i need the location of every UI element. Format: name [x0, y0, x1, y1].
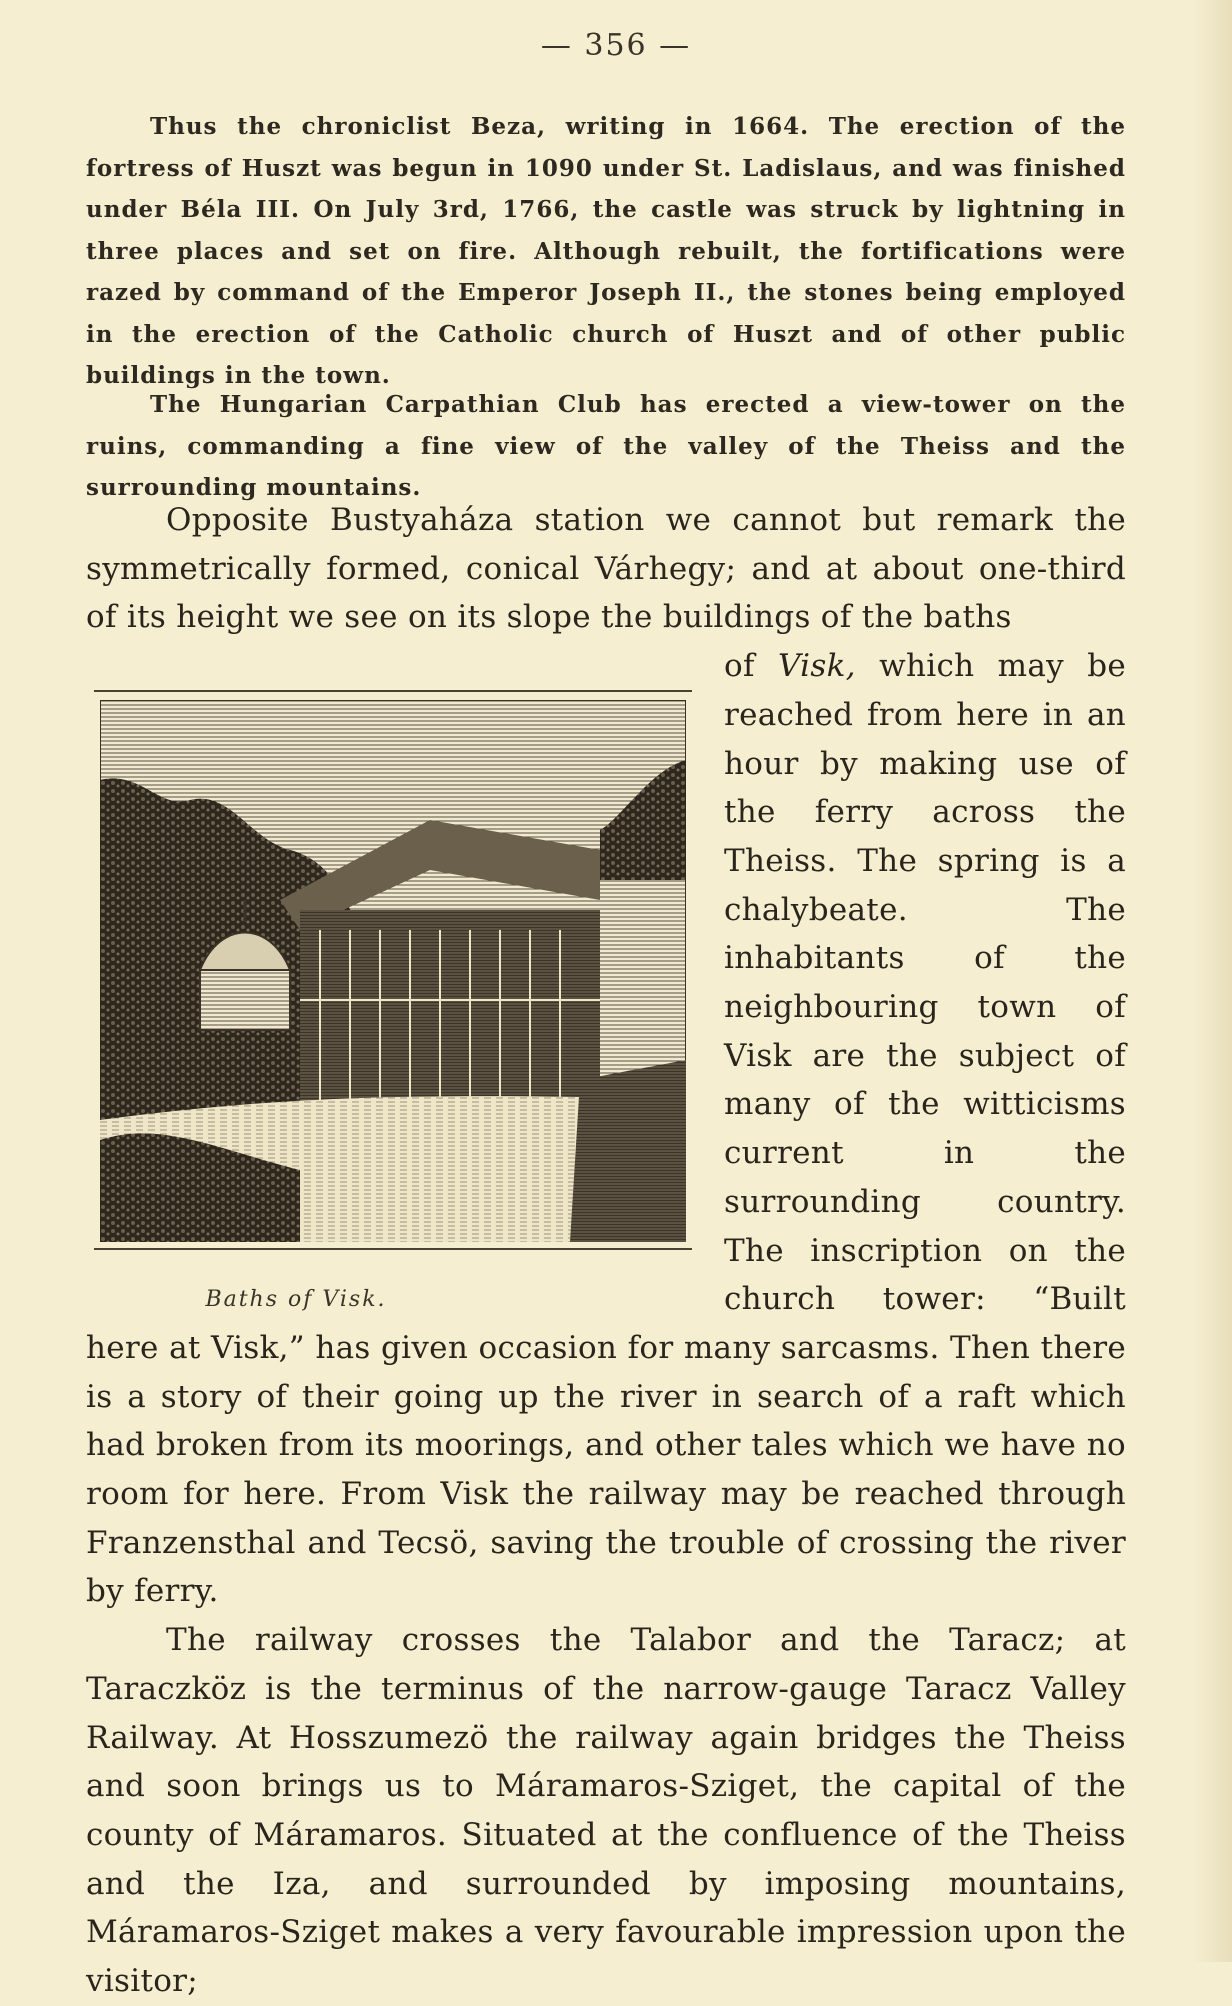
quote-paragraph-1 — [86, 106, 1126, 397]
body-paragraph-2: The railway crosses the Talabor and the Taracz; at Taraczköz is the terminus of the narrow-gauge Taracz Valley Railway. At Hosszumezö the railway again bridges the Theiss and soon brings us to Máramaros-Sziget, the capital of the county of Máramaros. Situated at the confluence of the Theiss and the Iza, and surrounded by imposing mountains, Máramaros-Sziget makes a very favourable impression upon the visitor; — [86, 1622, 1126, 2000]
illustration-baths-of-visk — [86, 642, 696, 1313]
quote-text-1: Thus the chroniclist Beza, writing in 1664. The erection of the fortress of Huszt was begun in 1090 under St. Ladislaus, and was finished under Béla III. On July 3rd, 1766, the castle was struck by lightning in three places and set on fire. Although rebuilt, the fortifications were razed by command of the Emperor Joseph II., the stones being employed in the erection of the Catholic church of Huszt and of other public buildings in the town. — [86, 113, 1126, 389]
quote-paragraph-2 — [86, 384, 1126, 509]
body-paragraph-1-rest: which may be reached from here in an hour by making use of the ferry across the Theiss. The spring is a chalybeate. The inhabitants of the neighbouring town of Visk are the subject of many of the witticisms current in the surrounding country. The inscription on the church tower: “Built here at Visk,” has given occasion for many sarcasms. Then there is a story of their going up the river in search of a raft which had broken from its moorings, and other tales which we have no room for here. From Visk the railway may be reached through Franzensthal and Tecsö, saving the trouble of crossing the river by ferry. — [86, 648, 1126, 1610]
page-number: — 356 — — [540, 28, 692, 63]
body-visk-italic: Visk, — [778, 648, 856, 685]
body-of: of — [724, 648, 755, 685]
page-edge-shadow — [1192, 0, 1232, 1962]
illustration-frame-top — [94, 690, 692, 692]
figure-caption: Baths of Visk. — [205, 1287, 387, 1313]
main-text — [86, 496, 1126, 2006]
body-paragraph-1-intro: Opposite Bustyaháza station we cannot but remark the symmetrically formed, conical Várhegy; and at about one-third of its height we see on its slope the buildings of the baths — [86, 502, 1126, 636]
illustration-frame-bottom — [94, 1248, 692, 1250]
quote-text-2: The Hungarian Carpathian Club has erected a view-tower on the ruins, commanding a fine view of the valley of the Theiss and the surrounding mountains. — [86, 391, 1126, 501]
engraving-image — [100, 700, 686, 1242]
